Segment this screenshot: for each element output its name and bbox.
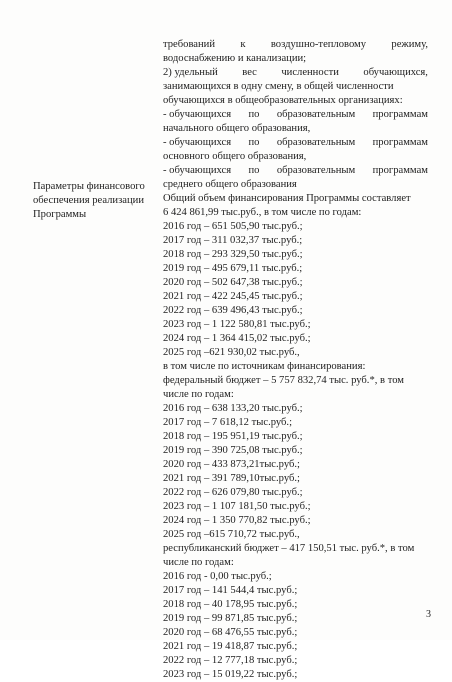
justified-line xyxy=(163,164,428,178)
republic-year-item: 2016 год - 0,00 тыс.руб.; xyxy=(163,571,272,582)
parameter-value xyxy=(163,38,428,682)
total-year-item: 2023 год – 1 122 580,81 тыс.руб.; xyxy=(163,319,311,330)
word: - обучающихся xyxy=(163,165,232,176)
total-by-year-list xyxy=(163,220,428,360)
word: образовательным xyxy=(276,137,356,148)
federal-year-item: 2023 год – 1 107 181,50 тыс.руб.; xyxy=(163,501,311,512)
word: - обучающихся xyxy=(163,137,232,148)
federal-year-item: 2018 год – 195 951,19 тыс.руб.; xyxy=(163,431,303,442)
federal-year-item: 2022 год – 626 079,80 тыс.руб.; xyxy=(163,487,303,498)
justified-line xyxy=(163,108,428,122)
republic-by-year-list xyxy=(163,570,428,682)
word: образовательным xyxy=(276,165,356,176)
page-number: 3 xyxy=(426,609,431,620)
word: к xyxy=(240,39,246,50)
word: по xyxy=(248,109,260,120)
federal-year-item: 2019 год – 390 725,08 тыс.руб.; xyxy=(163,445,303,456)
republic-year-item: 2021 год – 19 418,87 тыс.руб.; xyxy=(163,641,298,652)
parameter-label-line: Программы xyxy=(33,209,87,220)
federal-by-year-list xyxy=(163,402,428,542)
parameter-label-line: обеспечения реализации xyxy=(33,195,144,206)
justified-line xyxy=(163,38,428,52)
federal-year-item: 2025 год –615 710,72 тыс.руб., xyxy=(163,529,300,540)
word: по xyxy=(248,165,260,176)
word: программам xyxy=(372,109,428,120)
word: численности xyxy=(281,67,339,78)
sources-intro: в том числе по источникам финансирования: xyxy=(163,361,366,372)
total-year-item: 2017 год – 311 032,37 тыс.руб.; xyxy=(163,235,303,246)
word: программам xyxy=(372,165,428,176)
republic-year-item: 2019 год – 99 871,85 тыс.руб.; xyxy=(163,613,298,624)
parameter-label-line: Параметры финансового xyxy=(33,181,145,192)
republic-budget-subhead: числе по годам: xyxy=(163,557,234,568)
federal-year-item: 2017 год – 7 618,12 тыс.руб.; xyxy=(163,417,293,428)
word: - обучающихся xyxy=(163,109,232,120)
republic-year-item: 2022 год – 12 777,18 тыс.руб.; xyxy=(163,655,298,666)
word: по xyxy=(248,137,260,148)
federal-year-item: 2021 год – 391 789,10тыс.руб.; xyxy=(163,473,300,484)
total-year-item: 2016 год – 651 505,90 тыс.руб.; xyxy=(163,221,303,232)
text-line: обучающихся в общеобразовательных организациях: xyxy=(163,95,403,106)
republic-year-item: 2023 год – 15 019,22 тыс.руб.; xyxy=(163,669,298,680)
total-year-item: 2019 год – 495 679,11 тыс.руб.; xyxy=(163,263,303,274)
republic-year-item: 2018 год – 40 178,95 тыс.руб.; xyxy=(163,599,298,610)
text-line: основного общего образования, xyxy=(163,151,307,162)
text-line: занимающихся в одну смену, в общей численности xyxy=(163,81,394,92)
republic-budget-total: республиканский бюджет – 417 150,51 тыс. руб.*, в том xyxy=(163,543,415,554)
text-line: среднего общего образования xyxy=(163,179,297,190)
parameter-label xyxy=(33,180,161,222)
justified-line xyxy=(163,136,428,150)
finance-total-intro: Общий объем финансирования Программы составляет xyxy=(163,193,411,204)
word: воздушно-тепловому xyxy=(270,39,367,50)
total-year-item: 2025 год –621 930,02 тыс.руб., xyxy=(163,347,300,358)
word: образовательным xyxy=(276,109,356,120)
total-year-item: 2018 год – 293 329,50 тыс.руб.; xyxy=(163,249,303,260)
word: требований xyxy=(163,39,216,50)
text-line: водоснабжению и канализации; xyxy=(163,53,307,64)
text-line: начального общего образования, xyxy=(163,123,311,134)
word: вес xyxy=(242,67,257,78)
word: обучающихся, xyxy=(363,67,428,78)
republic-year-item: 2017 год – 141 544,4 тыс.руб.; xyxy=(163,585,298,596)
republic-year-item: 2020 год – 68 476,55 тыс.руб.; xyxy=(163,627,298,638)
total-year-item: 2022 год – 639 496,43 тыс.руб.; xyxy=(163,305,303,316)
finance-total-amount: 6 424 861,99 тыс.руб., в том числе по годам: xyxy=(163,207,362,218)
federal-year-item: 2024 год – 1 350 770,82 тыс.руб.; xyxy=(163,515,311,526)
total-year-item: 2020 год – 502 647,38 тыс.руб.; xyxy=(163,277,303,288)
word: 2) удельный xyxy=(163,67,218,78)
federal-year-item: 2016 год – 638 133,20 тыс.руб.; xyxy=(163,403,303,414)
federal-year-item: 2020 год – 433 873,21тыс.руб.; xyxy=(163,459,300,470)
total-year-item: 2024 год – 1 364 415,02 тыс.руб.; xyxy=(163,333,311,344)
justified-line xyxy=(163,66,428,80)
total-year-item: 2021 год – 422 245,45 тыс.руб.; xyxy=(163,291,303,302)
federal-budget-total: федеральный бюджет – 5 757 832,74 тыс. руб.*, в том xyxy=(163,375,404,386)
word: программам xyxy=(372,137,428,148)
word: режиму, xyxy=(391,39,428,50)
federal-budget-subhead: числе по годам: xyxy=(163,389,234,400)
